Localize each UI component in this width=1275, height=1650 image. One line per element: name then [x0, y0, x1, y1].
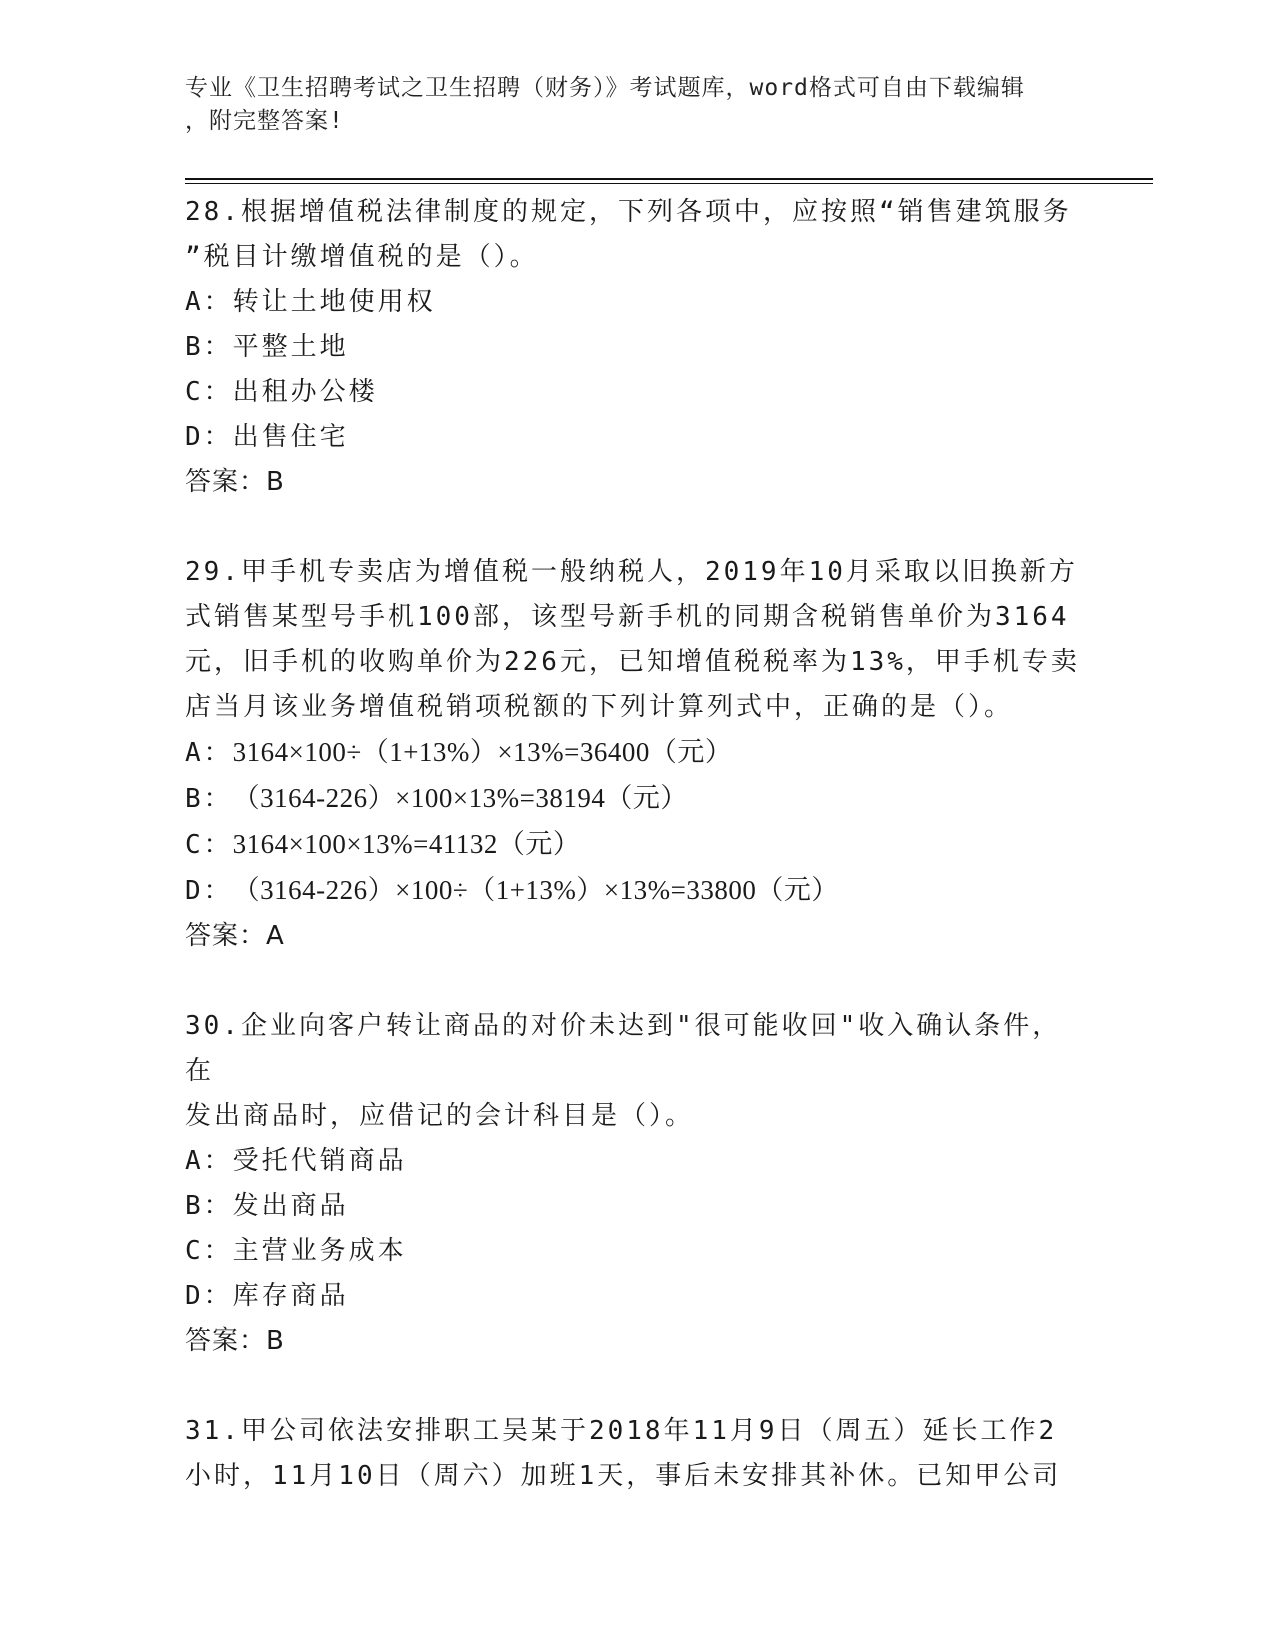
option-c	[185, 370, 1085, 415]
option-letter: C：	[185, 830, 233, 860]
option-letter: B：	[185, 332, 233, 362]
question-stem-line: 发出商品时，应借记的会计科目是（）。	[185, 1101, 695, 1131]
option-text: 出租办公楼	[232, 377, 378, 407]
question-stem-line: 28.根据增值税法律制度的规定，下列各项中，应按照“销售建筑服务	[185, 197, 1072, 227]
answer-line: 答案：B	[185, 1326, 285, 1356]
option-text: 3164×100÷（1+13%）×13%=36400（元）	[232, 737, 733, 767]
option-letter: A：	[185, 287, 233, 317]
question-stem-line: ”税目计缴增值税的是（）。	[185, 242, 539, 272]
option-letter: D：	[185, 876, 233, 906]
option-letter: C：	[185, 377, 233, 407]
option-text: 3164×100×13%=41132（元）	[232, 829, 581, 859]
header-rule-thin	[185, 183, 1153, 184]
option-c	[185, 822, 1085, 868]
option-d	[185, 868, 1085, 914]
option-text: 转让土地使用权	[232, 287, 436, 317]
option-d	[185, 1274, 1085, 1319]
question-31	[185, 1409, 1085, 1499]
question-stem-line: 元，旧手机的收购单价为226元，已知增值税税率为13%，甲手机专卖	[185, 647, 1080, 677]
option-b	[185, 776, 1085, 822]
question-30	[185, 1004, 1085, 1364]
option-b	[185, 325, 1085, 370]
question-list	[185, 190, 1085, 1499]
option-letter: A：	[185, 1146, 233, 1176]
option-a	[185, 730, 1085, 776]
option-text: 受托代销商品	[232, 1146, 407, 1176]
document-header	[185, 72, 1065, 138]
question-stem-line: 29.甲手机专卖店为增值税一般纳税人，2019年10月采取以旧换新方	[185, 557, 1078, 587]
option-letter: D：	[185, 422, 233, 452]
question-stem-line: 30.企业向客户转让商品的对价未达到"很可能收回"收入确认条件，在	[185, 1011, 1062, 1086]
option-b	[185, 1184, 1085, 1229]
option-text: 出售住宅	[232, 422, 349, 452]
option-a	[185, 280, 1085, 325]
option-c	[185, 1229, 1085, 1274]
option-text: 发出商品	[232, 1191, 349, 1221]
option-text: （3164-226）×100÷（1+13%）×13%=33800（元）	[232, 875, 839, 905]
question-28	[185, 190, 1085, 505]
option-text: 主营业务成本	[232, 1236, 407, 1266]
option-d	[185, 415, 1085, 460]
option-letter: D：	[185, 1281, 233, 1311]
header-line-2: ，附完整答案!	[185, 108, 344, 134]
question-stem-line: 式销售某型号手机100部，该型号新手机的同期含税销售单价为3164	[185, 602, 1070, 632]
header-rule-thick	[185, 178, 1153, 180]
option-a	[185, 1139, 1085, 1184]
question-stem-line: 小时，11月10日（周六）加班1天，事后未安排其补休。已知甲公司	[185, 1461, 1062, 1491]
question-stem-line: 店当月该业务增值税销项税额的下列计算列式中，正确的是（）。	[185, 692, 1014, 722]
option-text: （3164-226）×100×13%=38194（元）	[232, 783, 688, 813]
option-letter: B：	[185, 784, 233, 814]
answer-line: 答案：A	[185, 921, 285, 951]
option-text: 库存商品	[232, 1281, 349, 1311]
question-29	[185, 550, 1085, 959]
option-text: 平整土地	[232, 332, 349, 362]
option-letter: A：	[185, 738, 233, 768]
option-letter: C：	[185, 1236, 233, 1266]
question-stem-line: 31.甲公司依法安排职工吴某于2018年11月9日（周五）延长工作2	[185, 1416, 1058, 1446]
option-letter: B：	[185, 1191, 233, 1221]
header-line-1: 专业《卫生招聘考试之卫生招聘（财务）》考试题库，word格式可自由下载编辑	[185, 75, 1025, 101]
answer-line: 答案：B	[185, 467, 285, 497]
